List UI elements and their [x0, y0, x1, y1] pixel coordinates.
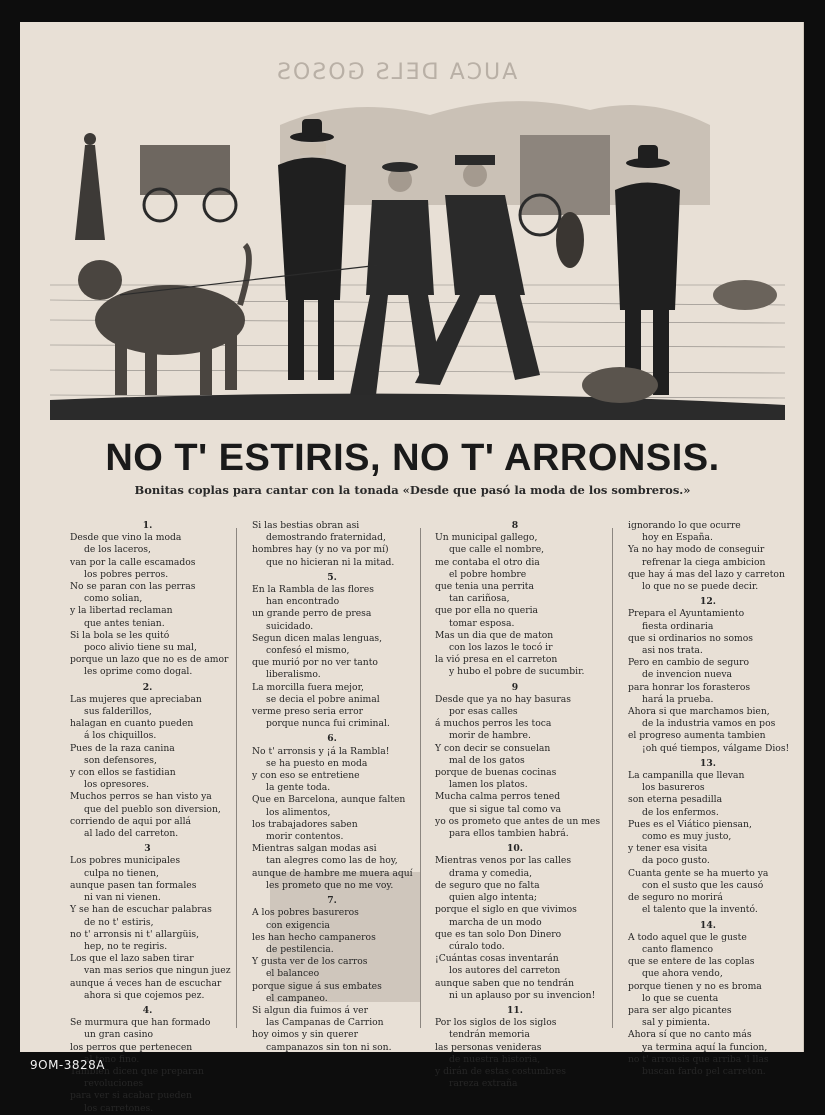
verse-line: de los laceros,	[84, 544, 151, 556]
verse-number: 11.	[507, 1004, 523, 1016]
verse-line: confesó el mismo,	[266, 645, 350, 657]
verse-line: por esas calles	[449, 706, 518, 718]
verse-line: y la libertad reclaman	[70, 605, 173, 617]
verse-line: ¡Cuántas cosas inventarán	[435, 953, 559, 965]
page-title: NO T' ESTIRIS, NO T' ARRONSIS.	[105, 437, 720, 479]
verse-number: 7.	[327, 895, 337, 907]
verse-line: Mucha calma perros tened	[435, 791, 561, 803]
verse-line: que tenia una perrita	[435, 581, 534, 593]
verse-line: de la industria vamos en pos	[642, 718, 776, 730]
small-dog-center	[582, 367, 658, 403]
verse-line: que hay á mas del lazo y carreton	[628, 568, 785, 580]
verse-line: aunque á veces han de escuchar	[70, 977, 222, 989]
verse-line: porque sigue á sus embates	[252, 980, 382, 992]
verse-line: con el susto que les causó	[642, 879, 764, 891]
verse-line: no t' arronsis ni t' allargüis,	[70, 928, 200, 940]
verse-line: lo que se cuenta	[642, 992, 719, 1004]
verse-line: sus falderillos,	[84, 706, 152, 718]
verse-line: y hubo el pobre de sucumbir.	[449, 666, 585, 678]
verse-line: de nuestra historia,	[449, 1053, 541, 1065]
verse-line: Ya no hay modo de conseguir	[628, 544, 765, 556]
verse-line: ya termina aquí la funcion,	[642, 1041, 768, 1053]
verse-line: se decia el pobre animal	[266, 693, 380, 705]
verse-line: Tambien dicen que preparan	[70, 1065, 204, 1077]
verse-line: un gran casino	[84, 1029, 154, 1041]
verse-line: que antes tenian.	[84, 617, 165, 629]
page-subtitle: Bonitas coplas para cantar con la tonada «Desde que pasó la moda de los sombreros.»	[134, 483, 691, 497]
verse-line: Si la bola se les quitó	[70, 629, 170, 641]
verse-line: mal de los gatos	[449, 754, 525, 766]
verse-line: no t' arronsis que arriba 'l llas	[628, 1053, 769, 1065]
verse-line: les prometo que no me voy.	[266, 879, 394, 891]
verse-line: Desde que vino la moda	[70, 532, 182, 544]
verse-number: 10.	[507, 843, 523, 855]
verse-line: porque el siglo en que vivimos	[435, 904, 577, 916]
verse-line: con exigencia	[266, 919, 330, 931]
verse-line: Si algun dia fuimos á ver	[252, 1004, 368, 1016]
verse-line: que murió por no ver tanto	[252, 657, 378, 669]
verse-line: que si sigue tal como va	[449, 803, 562, 815]
column-divider	[612, 528, 613, 1028]
verse-number: 3	[144, 843, 151, 855]
verse-line: A los pobres basureros	[252, 907, 359, 919]
verse-line: morir contentos.	[266, 831, 344, 843]
verse-line: y con ellos se fastidian	[70, 767, 176, 779]
verse-line: se ha puesto en moda	[266, 757, 368, 769]
engraving-illustration	[50, 55, 785, 425]
verse-line: Pues de la raza canina	[70, 742, 175, 754]
verse-line: que calle el nombre,	[449, 544, 545, 556]
verse-line: Los que el lazo saben tirar	[70, 953, 194, 965]
verse-line: Por los siglos de los siglos	[435, 1017, 557, 1029]
verse-line: me contaba el otro dia	[435, 556, 540, 568]
verse-line: de seguro no morirá	[628, 892, 723, 904]
verse-line: los autores del carreton	[449, 965, 561, 977]
verse-line: que ahora vendo,	[642, 968, 723, 980]
verse-line: el pobre hombre	[449, 568, 527, 580]
verse-line: ahora si que cojemos pez.	[84, 989, 205, 1001]
verse-number: 14.	[700, 919, 716, 931]
verse-line: les han hecho campaneros	[252, 931, 376, 943]
verse-line: porque de buenas cocinas	[435, 767, 557, 779]
verse-line: hombres hay (y no va por mí)	[252, 544, 389, 556]
verse-line: hoy en España.	[642, 532, 713, 544]
verse-line: los pobres perros.	[84, 568, 169, 580]
verse-line: las Campanas de Carrion	[266, 1017, 384, 1029]
verse-number: 1.	[142, 520, 153, 531]
verse-line: de seguro que no falta	[435, 879, 540, 891]
verse-line: En la Rambla de las flores	[252, 584, 374, 596]
verse-line: á muchos perros les toca	[435, 718, 552, 730]
verse-line: porque nunca fui criminal.	[266, 718, 390, 730]
verse-line: Mientras venos por las calles	[435, 855, 572, 867]
verse-line: Mientras salgan modas asi	[252, 843, 377, 855]
verse-line: halagan en cuanto pueden	[70, 718, 194, 730]
verse-line: al tono fino.	[84, 1053, 140, 1065]
verse-line: Y se han de escuchar palabras	[70, 904, 212, 916]
verse-line: los opresores.	[84, 779, 150, 791]
verse-line: que se entere de las coplas	[628, 956, 755, 968]
verse-line: La campanilla que llevan	[628, 770, 745, 782]
verse-line: A todo aquel que le guste	[628, 931, 747, 943]
verse-line: Un municipal gallego,	[435, 532, 538, 544]
verse-line: van mas serios que ningun juez	[84, 965, 231, 977]
verse-column-2	[252, 520, 412, 1054]
verse-line: para ser algo picantes	[628, 1004, 732, 1016]
verse-line: suicidado.	[266, 620, 314, 632]
verse-line: tan cariñosa,	[449, 593, 510, 605]
verse-line: revoluciones	[84, 1078, 144, 1090]
verse-line: refrenar la ciega ambicion	[642, 556, 766, 568]
verse-line: lamen los platos.	[449, 779, 528, 791]
verse-column-3	[435, 520, 601, 1090]
verse-line: da poco gusto.	[642, 855, 710, 867]
verse-line: para ver si acabar pueden	[70, 1090, 192, 1102]
running-dog	[713, 280, 777, 310]
verse-line: como solian,	[84, 593, 143, 605]
verse-line: corriendo de aqui por allá	[70, 815, 192, 827]
verse-line: hoy oimos y sin querer	[252, 1029, 358, 1041]
verse-line: el balanceo	[266, 968, 320, 980]
verse-line: el talento que la inventó.	[642, 904, 758, 916]
verse-line: los perros que pertenecen	[70, 1041, 193, 1053]
bleed-through-text: AUCA DELS GOSOS	[275, 60, 518, 85]
verse-line: y con eso se entretiene	[252, 770, 360, 782]
verse-line: marcha de un modo	[449, 916, 542, 928]
verse-line: Y gusta ver de los carros	[252, 956, 368, 968]
verse-line: cúralo todo.	[449, 940, 505, 952]
verse-line: No se paran con las perras	[70, 581, 196, 593]
verse-line: poco alivio tiene su mal,	[84, 642, 197, 654]
verse-line: La morcilla fuera mejor,	[252, 681, 364, 693]
verse-line: Pero en cambio de seguro	[628, 657, 750, 669]
verse-line: tan alegres como las de hoy,	[266, 855, 398, 867]
verse-line: aunque de hambre me muera aquí	[252, 867, 413, 879]
verse-line: Que en Barcelona, aunque falten	[252, 794, 406, 806]
verse-line: porque un lazo que no es de amor	[70, 654, 229, 666]
verse-line: de no t' estiris,	[84, 916, 154, 928]
verse-line: les oprime como dogal.	[84, 666, 193, 678]
verse-number: 6.	[327, 733, 337, 745]
verse-line: con los lazos le tocó ir	[449, 642, 553, 654]
verse-line: Y con decir se consuelan	[435, 742, 551, 754]
verse-line: la gente toda.	[266, 782, 331, 794]
verse-line: el campaneo.	[266, 992, 328, 1004]
column-divider	[236, 528, 237, 1028]
verse-line: Muchos perros se han visto ya	[70, 791, 212, 803]
verse-line: los basureros	[642, 782, 705, 794]
verse-line: y tener esa visita	[628, 843, 708, 855]
verse-line: liberalismo.	[266, 669, 321, 681]
verse-line: que es tan solo Don Dinero	[435, 928, 562, 940]
verse-line: fiesta ordinaria	[642, 620, 714, 632]
hanging-dog	[556, 212, 584, 268]
verse-line: quien algo intenta;	[449, 892, 537, 904]
verse-line: un grande perro de presa	[252, 608, 372, 620]
verse-line: han encontrado	[266, 596, 340, 608]
verse-line: van por la calle escamados	[70, 556, 196, 568]
verse-line: hep, no te regiris.	[84, 940, 168, 952]
verse-line: demostrando fraternidad,	[266, 532, 386, 544]
verse-line: los trabajadores saben	[252, 818, 358, 830]
verse-line: Se murmura que han formado	[70, 1017, 211, 1029]
column-divider	[420, 528, 421, 1028]
verse-line: de los enfermos.	[642, 806, 719, 818]
verse-line: rareza extraña	[449, 1078, 518, 1090]
verse-line: ni van ni vienen.	[84, 892, 161, 904]
verse-line: como es muy justo,	[642, 831, 732, 843]
verse-line: Si las bestias obran asi	[252, 520, 360, 531]
verse-line: yo os prometo que antes de un mes	[435, 815, 601, 827]
verse-line: el progreso aumenta tambien	[628, 730, 766, 742]
verse-line: Ahora si que marchamos bien,	[628, 706, 770, 718]
verse-line: canto flamenco	[642, 943, 714, 955]
verse-line: son eterna pesadilla	[628, 794, 723, 806]
verse-number: 2.	[142, 681, 153, 693]
verse-column-4	[628, 520, 788, 1078]
verse-line: Mas un dia que de maton	[435, 629, 554, 641]
verse-line: morir de hambre.	[449, 730, 531, 742]
verse-line: tomar esposa.	[449, 617, 515, 629]
verse-line: á los chiquillos.	[84, 730, 157, 742]
verse-line: los alimentos,	[266, 806, 331, 818]
verse-line: lo que no se puede decir.	[642, 581, 759, 593]
verse-line: tendrán memoria	[449, 1029, 530, 1041]
verse-line: aunque pasen tan formales	[70, 879, 197, 891]
big-dog	[78, 245, 249, 395]
verse-line: de pestilencia.	[266, 943, 334, 955]
verse-line: Ahora sí que no canto más	[628, 1029, 752, 1041]
verse-number: 13.	[700, 757, 716, 769]
verse-line: drama y comedia,	[449, 867, 533, 879]
archive-stamp: 9OM-3828A	[30, 1058, 106, 1072]
verse-line: la vió presa en el carreton	[435, 654, 558, 666]
verse-line: Las mujeres que apreciaban	[70, 693, 202, 705]
verse-line: Segun dicen malas lenguas,	[252, 632, 383, 644]
verse-line: los carretones.	[84, 1102, 154, 1114]
verse-column-1	[70, 520, 231, 1115]
verse-line: Los pobres municipales	[70, 855, 181, 867]
verse-line: verme preso seria error	[252, 706, 363, 718]
verse-number: 5.	[327, 571, 337, 583]
verse-line: No t' arronsis y ¡á la Rambla!	[252, 745, 390, 757]
verse-line: al lado del carreton.	[84, 828, 179, 840]
verse-line: ni un aplauso por su invencion!	[449, 989, 596, 1001]
verse-line: y dirán de estas costumbres	[435, 1065, 566, 1077]
verse-line: que por ella no queria	[435, 605, 539, 617]
verse-line: de invencion nueva	[642, 669, 733, 681]
verse-line: para ellos tambien habrá.	[449, 828, 569, 840]
verse-number: 9	[511, 681, 519, 693]
left-cart	[140, 145, 236, 221]
verse-line: Prepara el Ayuntamiento	[628, 608, 745, 620]
verse-line: para honrar los forasteros	[628, 681, 751, 693]
verse-number: 4.	[142, 1004, 153, 1016]
verse-line: Desde que ya no hay basuras	[435, 693, 571, 705]
verse-number: 12.	[700, 596, 716, 608]
verse-line: hará la prueba.	[642, 693, 714, 705]
verse-line: aunque saben que no tendrán	[435, 977, 575, 989]
woman-figure	[75, 145, 105, 240]
verse-line: ¡oh qué tiempos, válgame Dios!	[642, 742, 790, 754]
verse-line: porque tienen y no es broma	[628, 980, 762, 992]
verse-line: son defensores,	[84, 754, 157, 766]
verse-line: ignorando lo que ocurre	[628, 520, 741, 531]
verse-line: que del pueblo son diversion,	[84, 803, 221, 815]
verse-line: sal y pimienta.	[642, 1017, 711, 1029]
verse-line: que si ordinarios no somos	[628, 632, 753, 644]
verse-line: las personas venideras	[435, 1041, 542, 1053]
verse-line: campanazos sin ton ni son.	[266, 1041, 392, 1053]
verse-line: Cuanta gente se ha muerto ya	[628, 867, 769, 879]
verse-line: culpa no tienen,	[84, 867, 159, 879]
verse-line: buscan fardo pel carreton.	[642, 1065, 766, 1077]
verse-line: asi nos trata.	[642, 645, 703, 657]
verse-line: Pues es el Viático piensan,	[628, 818, 752, 830]
verse-line: que no hicieran ni la mitad.	[266, 556, 395, 568]
verse-number: 8	[511, 520, 519, 531]
